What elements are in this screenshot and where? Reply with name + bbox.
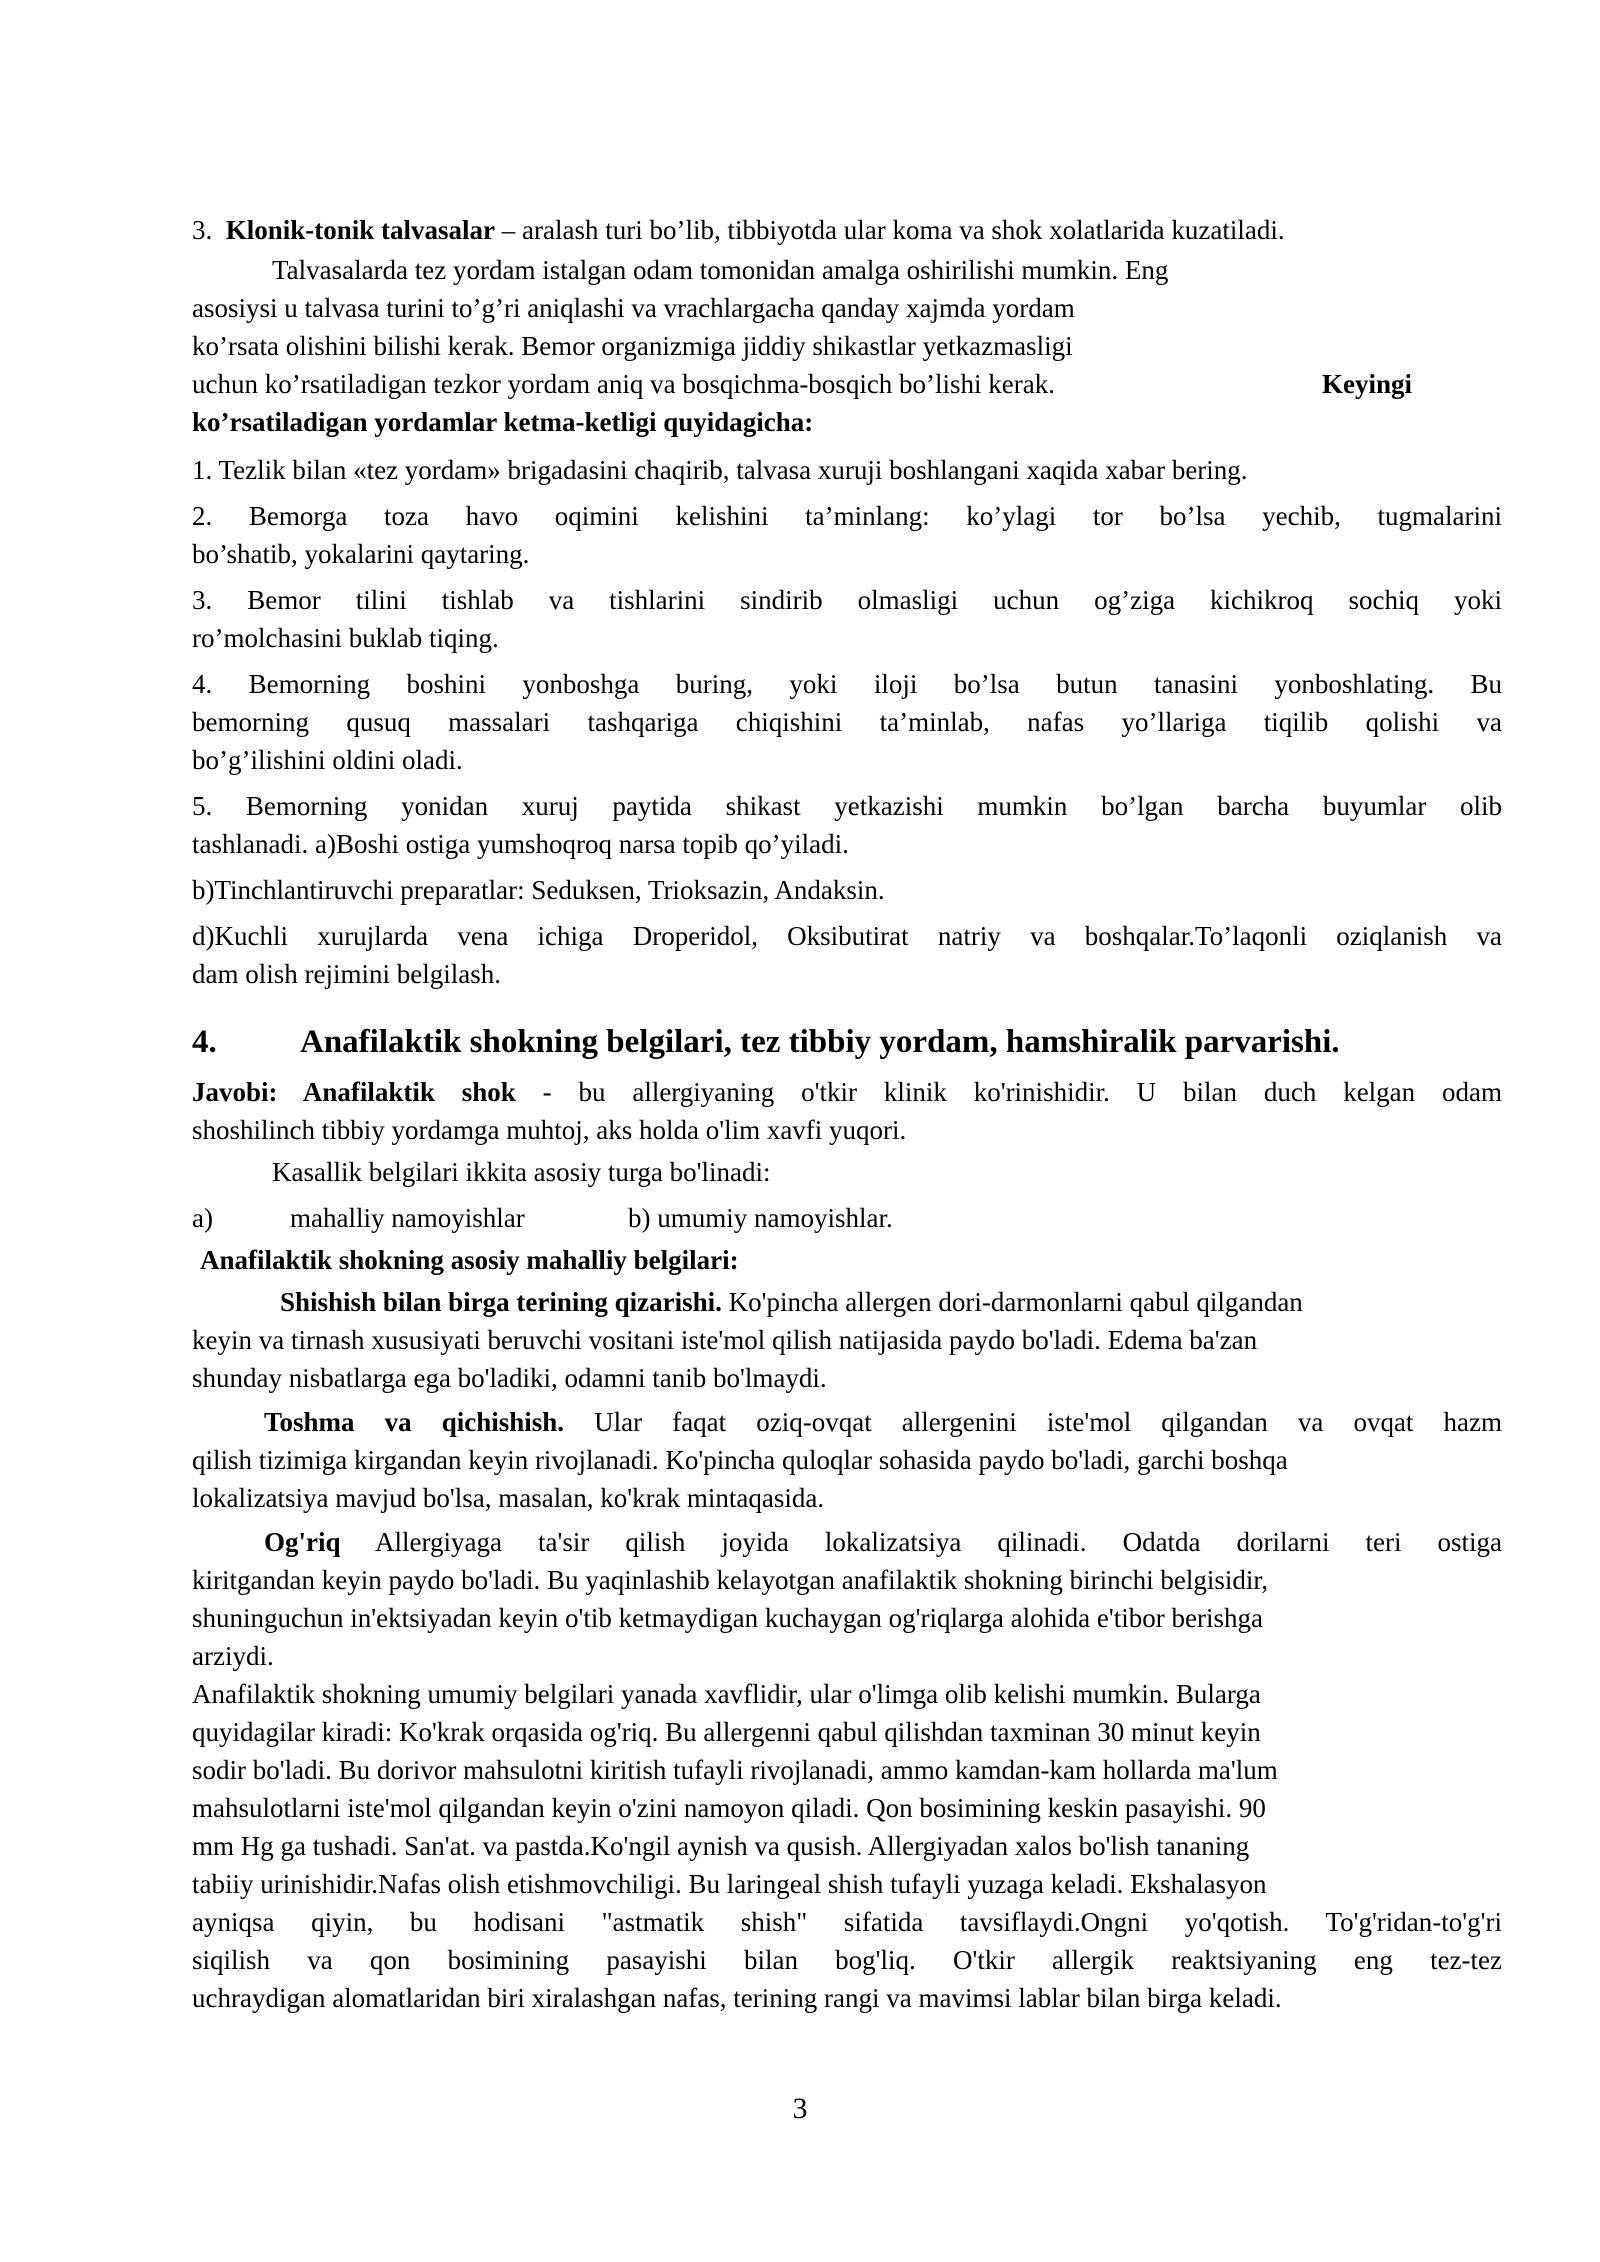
type-a-letter: a) <box>192 1203 213 1233</box>
answer-line: Javobi: Anafilaktik shok - bu allergiyaning o'tkir klinik ko'rinishidir. U bilan duch kelgan odam <box>192 1077 1502 1107</box>
paragraph-line: uchun ko’rsatiladigan tezkor yordam aniq va bosqichma-bosqich bo’lishi kerak. <box>192 369 1056 399</box>
answer-line: shoshilinch tibbiy yordamga muhtoj, aks holda o'lim xavfi yuqori. <box>192 1115 907 1145</box>
general-signs-line: tabiiy urinishidir.Nafas olish etishmovchiligi. Bu laringeal shish tufayli yuzaga keladi. Ekshalasyon <box>192 1869 1267 1899</box>
swelling-line: Shishish bilan birga terining qizarishi. Ko'pincha allergen dori-darmonlarni qabul qilgandan <box>280 1287 1303 1317</box>
step-3-line: ro’molchasini buklab tiqing. <box>192 623 499 653</box>
type-b: b) umumiy namoyishlar. <box>628 1203 893 1233</box>
section-4-title: Anafilaktik shokning belgilari, tez tibbiy yordam, hamshiralik parvarishi. <box>300 1024 1340 1060</box>
step-4-line: bo’g’ilishini oldini oladi. <box>192 745 463 775</box>
general-signs-line: uchraydigan alomatlaridan biri xiralashgan nafas, terining rangi va mavimsi lablar bilan birga keladi. <box>192 1983 1282 2013</box>
step-2-line: bo’shatib, yokalarini qaytaring. <box>192 539 530 569</box>
item-3-term: Klonik-tonik talvasalar <box>225 215 496 245</box>
paragraph-line: Talvasalarda tez yordam istalgan odam tomonidan amalga oshirilishi mumkin. Eng <box>272 255 1169 285</box>
type-a: mahalliy namoyishlar <box>290 1203 525 1233</box>
step-1: 1. Tezlik bilan «tez yordam» brigadasini chaqirib, talvasa xuruji boshlangani xaqida xabar bering. <box>192 455 1248 485</box>
item-number: 3. <box>192 215 213 245</box>
step-3-line: 3. Bemor tilini tishlab va tishlarini sindirib olmasligi uchun og’ziga kichikroq sochiq yoki <box>192 585 1502 615</box>
general-signs-line: mm Hg ga tushadi. San'at. va pastda.Ko'ngil aynish va qusish. Allergiyadan xalos bo'lish tananing <box>192 1831 1250 1861</box>
general-signs-line: mahsulotlarni iste'mol qilgandan keyin o'zini namoyon qiladi. Qon bosimining keskin pasayishi. 90 <box>192 1793 1266 1823</box>
step-5-line: tashlanadi. a)Boshi ostiga yumshoqroq narsa topib qo’yiladi. <box>192 829 849 859</box>
step-b-line: b)Tinchlantiruvchi preparatlar: Seduksen, Trioksazin, Andaksin. <box>192 875 885 905</box>
step-2-line: 2. Bemorga toza havo oqimini kelishini ta’minlang: ko’ylagi tor bo’lsa yechib, tugmalarini <box>192 501 1502 531</box>
swelling-line: shunday nisbatlarga ega bo'ladiki, odamni tanib bo'lmaydi. <box>192 1363 827 1393</box>
pain-line: kiritgandan keyin paydo bo'ladi. Bu yaqinlashib kelayotgan anafilaktik shokning birinchi belgisidir, <box>192 1565 1269 1595</box>
step-5-line: 5. Bemorning yonidan xuruj paytida shikast yetkazishi mumkin bo’lgan barcha buyumlar olib <box>192 791 1502 821</box>
rash-line: qilish tizimiga kirgandan keyin rivojlanadi. Ko'pincha quloqlar sohasida paydo bo'ladi, garchi boshqa <box>192 1445 1288 1475</box>
general-signs-line: Anafilaktik shokning umumiy belgilari yanada xavflidir, ular o'limga olib kelishi mumkin. Bularga <box>192 1679 1261 1709</box>
general-signs-line: ayniqsa qiyin, bu hodisani "astmatik shish" sifatida tavsiflaydi.Ongni yo'qotish. To'g'ridan-to'g'ri <box>192 1907 1502 1937</box>
item-3-text: – aralash turi bo’lib, tibbiyotda ular koma va shok xolatlarida kuzatiladi. <box>495 215 1285 245</box>
step-4-line: 4. Bemorning boshini yonboshga buring, yoki iloji bo’lsa butun tanasini yonboshlating. Bu <box>192 669 1502 699</box>
rash-line: Toshma va qichishish. Ular faqat oziq-ovqat allergenini iste'mol qilgandan va ovqat hazm <box>264 1407 1502 1437</box>
pain-line: arziydi. <box>192 1641 274 1671</box>
page-number: 3 <box>792 2092 808 2125</box>
types-intro: Kasallik belgilari ikkita asosiy turga bo'linadi: <box>272 1157 771 1187</box>
general-signs-line: siqilish va qon bosimining pasayishi bilan bog'liq. O'tkir allergik reaktsiyaning eng tez-tez <box>192 1945 1502 1975</box>
swelling-line: keyin va tirnash xususiyati beruvchi vositani iste'mol qilish natijasida paydo bo'ladi. Edema ba'zan <box>192 1325 1258 1355</box>
paragraph-line: asosiysi u talvasa turini to’g’ri aniqlashi va vrachlargacha qanday xajmda yordam <box>192 293 1075 323</box>
paragraph-line: ko’rsata olishini bilishi kerak. Bemor organizmiga jiddiy shikastlar yetkazmasligi <box>192 331 1073 361</box>
step-4-line: bemorning qusuq massalari tashqariga chiqishini ta’minlab, nafas yo’llariga tiqilib qolishi va <box>192 707 1502 737</box>
step-d-line: d)Kuchli xurujlarda vena ichiga Droperidol, Oksibutirat natriy va boshqalar.To’laqonli oziqlanish va <box>192 921 1502 951</box>
paragraph-bold-word: Keyingi <box>1322 369 1413 399</box>
steps-heading: ko’rsatiladigan yordamlar ketma-ketligi quyidagicha: <box>192 407 814 437</box>
section-4-number: 4. <box>192 1024 217 1060</box>
local-signs-heading: Anafilaktik shokning asosiy mahalliy belgilari: <box>200 1245 739 1275</box>
general-signs-line: sodir bo'ladi. Bu dorivor mahsulotni kiritish tufayli rivojlanadi, ammo kamdan-kam hollarda ma'lum <box>192 1755 1278 1785</box>
pain-line: shuninguchun in'ektsiyadan keyin o'tib ketmaydigan kuchaygan og'riqlarga alohida e'tibor berishga <box>192 1603 1263 1633</box>
step-d-line: dam olish rejimini belgilash. <box>192 959 501 989</box>
rash-line: lokalizatsiya mavjud bo'lsa, masalan, ko'krak mintaqasida. <box>192 1483 825 1513</box>
item-3-line <box>192 212 1285 248</box>
pain-line: Og'riq Allergiyaga ta'sir qilish joyida lokalizatsiya qilinadi. Odatda dorilarni teri ostiga <box>264 1527 1502 1557</box>
general-signs-line: quyidagilar kiradi: Ko'krak orqasida og'riq. Bu allergenni qabul qilishdan taxminan 30 minut keyin <box>192 1717 1261 1747</box>
